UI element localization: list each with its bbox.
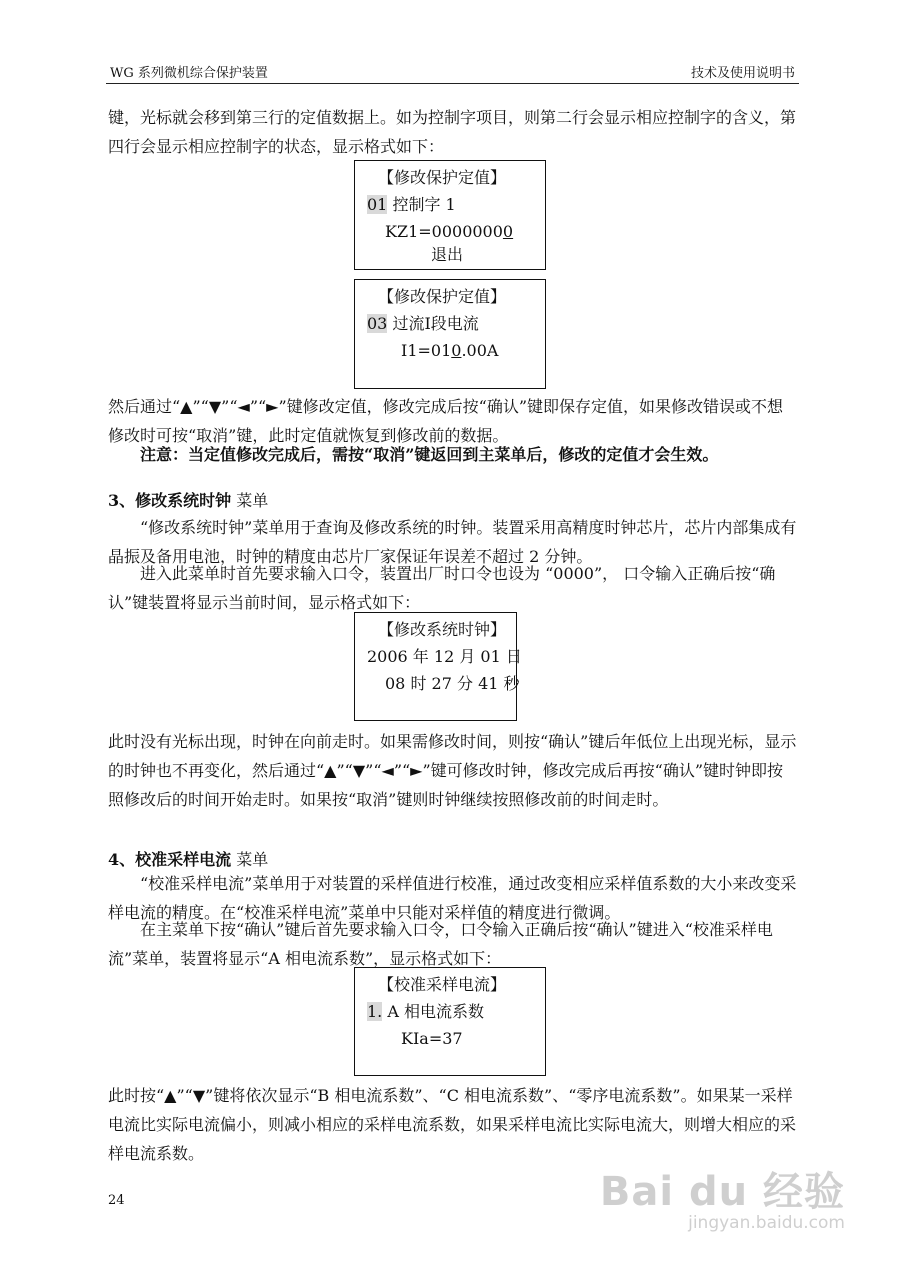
- box-item-row: [367, 998, 484, 1025]
- cursor-digit: 0: [451, 341, 462, 360]
- section-title: 4、校准采样电流: [108, 850, 232, 869]
- cursor-number: 01: [367, 195, 388, 214]
- item-label: 过流Ⅰ段电流: [392, 314, 479, 333]
- paragraph-intro: 键，光标就会移到第三行的定值数据上。如为控制字项目，则第二行会显示相应控制字的含义，第四行会显示相应控制字的状态，显示格式如下：: [108, 108, 797, 156]
- value-text: I1=01: [401, 341, 452, 360]
- box-item-row: [367, 191, 456, 218]
- section-3-paragraph-2: 进入此菜单时首先要求输入口令，装置出厂时口令也设为 “0000”， 口令输入正确后按“确认”键装置将显示当前时间，显示格式如下：: [108, 564, 776, 612]
- cursor-digit: 0: [502, 222, 514, 241]
- header-left-title: WG 系列微机综合保护装置: [110, 66, 268, 81]
- section-title: 3、修改系统时钟: [108, 491, 232, 510]
- display-box-calibration: [354, 967, 546, 1076]
- section-3-paragraph-3: 此时没有光标出现，时钟在向前走时。如果需修改时间，则按“确认”键后年低位上出现光标，显示的时钟也不再变化，然后通过“▲”“▼”“◄”“►”键可修改时钟，修改完成后再按“确认”键时钟即按照修改后的时间开始走时。如果按“取消”键则时钟继续按照修改前的时间走时。: [108, 732, 797, 809]
- box-title: 【修改系统时钟】: [378, 620, 507, 639]
- calibration-value: KIa=37: [401, 1029, 463, 1048]
- paragraph-modify: 然后通过“▲”“▼”“◄”“►”键修改定值，修改完成后按“确认”键即保存定值，如果修改错误或不想修改时可按“取消”键，此时定值就恢复到修改前的数据。: [108, 397, 784, 445]
- section-4-paragraph-2: 在主菜单下按“确认”键后首先要求输入口令，口令输入正确后按“确认”键进入“校准采样电流”菜单，装置将显示“A 相电流系数”，显示格式如下：: [108, 920, 773, 968]
- clock-time: 08 时 27 分 41 秒: [385, 674, 520, 693]
- display-box-clock: [354, 612, 522, 721]
- cursor-number: 03: [367, 314, 388, 333]
- section-3-paragraph-1: “修改系统时钟”菜单用于查询及修改系统的时钟。装置采用高精度时钟芯片，芯片内部集成有晶振及备用电池，时钟的精度由芯片厂家保证年误差不超过 2 分钟。: [108, 518, 797, 566]
- item-label: A 相电流系数: [387, 1002, 485, 1021]
- section-suffix: 菜单: [231, 850, 269, 869]
- item-label: 控制字 1: [392, 195, 456, 214]
- section-suffix: 菜单: [231, 491, 269, 510]
- display-box-control-word: [354, 160, 546, 270]
- section-4-paragraph-3: 此时按“▲”“▼”键将依次显示“B 相电流系数”、“C 相电流系数”、“零序电流系数”。如果某一采样电流比实际电流偏小，则减小相应的采样电流系数，如果采样电流比实际电流大，则增大相应的采样电流系数。: [108, 1086, 797, 1163]
- box-value-row: [401, 337, 498, 364]
- clock-date: 2006 年 12 月 01 日: [367, 647, 522, 666]
- box-title: 【校准采样电流】: [378, 975, 507, 994]
- box-title: 【修改保护定值】: [378, 168, 507, 187]
- value-text: KZ1=0000000: [385, 222, 503, 241]
- note-text: 注意：当定值修改完成后，需按“取消”键返回到主菜单后，修改的定值才会生效。: [140, 445, 719, 464]
- watermark: [600, 1160, 845, 1233]
- section-4-paragraph-1: “校准采样电流”菜单用于对装置的采样值进行校准，通过改变相应采样值系数的大小来改变采样电流的精度。在“校准采样电流”菜单中只能对采样值的精度进行微调。: [108, 874, 797, 922]
- watermark-url: jingyan.baidu.com: [688, 1213, 845, 1233]
- exit-label: 退出: [431, 245, 464, 264]
- display-box-overcurrent: [354, 279, 546, 389]
- section-3-heading: [108, 486, 798, 515]
- box-title: 【修改保护定值】: [378, 287, 507, 306]
- value-unit: .00A: [461, 341, 499, 360]
- page-number: 24: [108, 1193, 125, 1208]
- box-item-row: [367, 310, 479, 337]
- header-rule: [106, 83, 799, 84]
- header-right-title: 技术及使用说明书: [690, 66, 795, 81]
- cursor-number: 1.: [367, 1002, 383, 1021]
- watermark-logo: Bai du 经验: [599, 1169, 845, 1215]
